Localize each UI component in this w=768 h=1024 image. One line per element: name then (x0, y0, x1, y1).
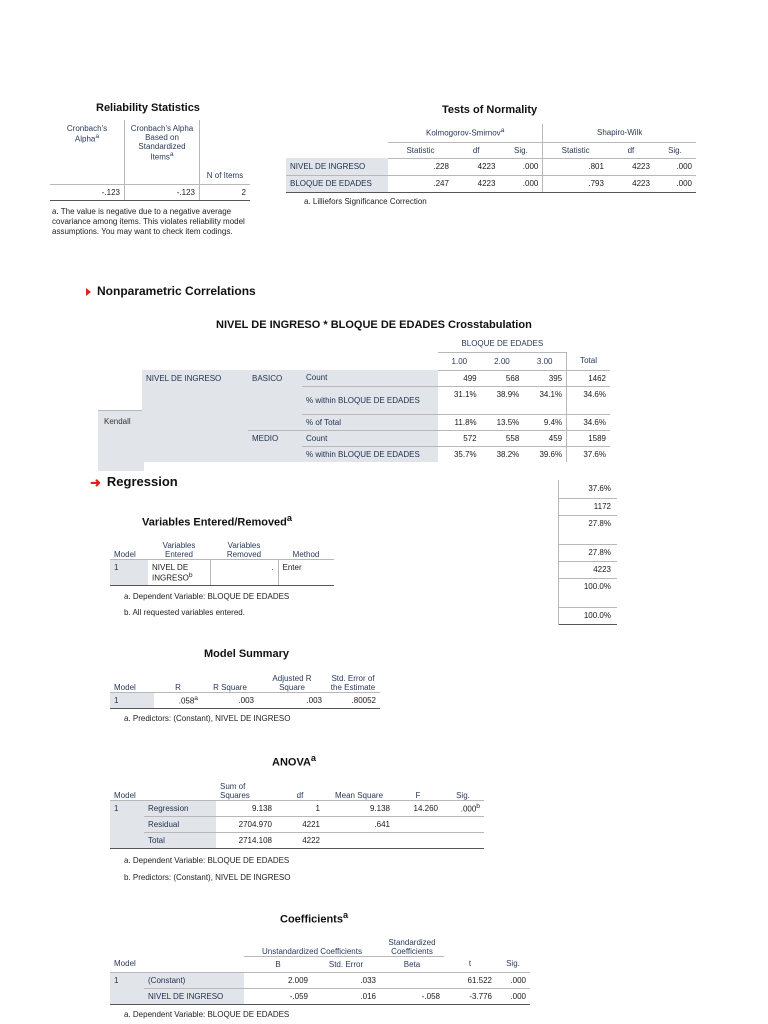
cell: 1 (276, 800, 324, 816)
nonparam-heading[interactable]: Nonparametric Correlations (86, 284, 256, 298)
table-row (286, 175, 696, 192)
col-entered: Variables Entered (148, 531, 210, 559)
normality-sub-df2: df (608, 142, 654, 158)
anova-footnote-a: a. Dependent Variable: BLOQUE DE EDADES (124, 856, 290, 865)
normality-group-sw: Shapiro-Wilk (543, 124, 696, 142)
table-row (142, 370, 610, 386)
cell: 9.138 (216, 800, 276, 816)
varsentered-table (110, 531, 334, 586)
col-sig: Sig. (496, 956, 530, 972)
table-row (110, 816, 484, 832)
coefficients-row-label: NIVEL DE INGRESO (144, 988, 244, 1004)
cell: 2714.108 (216, 832, 276, 848)
varsentered-footnote-b: b. All requested variables entered. (124, 608, 245, 617)
anova-row-label: Regression (144, 800, 216, 816)
col-std-error: Std. Error of the Estimate (326, 666, 380, 692)
cell: 1172 (559, 499, 617, 516)
coefficients-table (110, 930, 530, 1005)
col-model: Model (110, 531, 148, 559)
anova-table (110, 772, 484, 849)
modelsummary-title: Model Summary (204, 648, 289, 660)
crosstab-stat: % within BLOQUE DE EDADES (302, 446, 438, 462)
coefficients-group-unstd: Unstandardized Coefficients (244, 930, 380, 956)
col-model: Model (110, 772, 144, 800)
cell: .003 (258, 692, 326, 708)
cell: 34.6% (567, 386, 610, 414)
table-row (286, 158, 696, 175)
cell: -3.776 (444, 988, 496, 1004)
regression-heading[interactable]: ➜ Regression (90, 474, 178, 490)
cell: 4222 (276, 832, 324, 848)
col-b: B (244, 956, 312, 972)
col-beta: Beta (380, 956, 444, 972)
normality-table (286, 124, 696, 193)
normality-footnote: a. Lilliefors Significance Correction (304, 197, 427, 206)
crosstab-col: 2.00 (481, 352, 524, 370)
cell: 31.1% (438, 386, 481, 414)
normality-sub-df: df (453, 142, 500, 158)
col-adj-rsquare: Adjusted R Square (258, 666, 326, 692)
cell: 459 (523, 430, 566, 446)
col-t: t (444, 956, 496, 972)
table-row (142, 414, 610, 430)
table-row (110, 559, 334, 585)
cell: .000 (496, 988, 530, 1004)
anova-footnote-b: b. Predictors: (Constant), NIVEL DE INGRESO (124, 873, 291, 882)
cell: 1462 (567, 370, 610, 386)
col-rsquare: R Square (202, 666, 258, 692)
normality-title: Tests of Normality (442, 104, 538, 116)
table-row (110, 692, 380, 708)
cell: 13.5% (481, 414, 524, 430)
cell: .801 (543, 158, 608, 175)
cell: 1 (110, 800, 144, 816)
cell: 35.7% (438, 446, 481, 462)
col-std-error: Std. Error (312, 956, 380, 972)
crosstab-total-header: Total (567, 352, 610, 370)
col-model: Model (110, 956, 144, 972)
table-row (142, 446, 610, 462)
cell: .000 (496, 972, 530, 988)
coefficients-title: Coefficients$^a$ (280, 910, 349, 926)
anova-row-label: Total (144, 832, 216, 848)
cell (380, 972, 444, 988)
cell: 1 (110, 559, 148, 585)
col-method: Method (278, 531, 334, 559)
reliability-footnote: a. The value is negative due to a negative average covariance among items. This violates reliability model assumptions. You may want to check item codings. (52, 207, 245, 236)
reliability-alpha-std-value: -.123 (125, 184, 200, 200)
normality-group-ks: Kolmogorov-Smirnov$^a$ (388, 124, 543, 142)
crosstab-stat: % of Total (302, 414, 438, 430)
table-row (110, 832, 484, 848)
cell: 34.1% (523, 386, 566, 414)
crosstab-total-continuation (558, 480, 617, 625)
cell: 9.4% (523, 414, 566, 430)
cell: 37.6% (567, 446, 610, 462)
crosstab-col: 1.00 (438, 352, 481, 370)
anova-row-label: Residual (144, 816, 216, 832)
cell (394, 832, 442, 848)
crosstab-stat: % within BLOQUE DE EDADES (302, 386, 438, 414)
cell (324, 832, 394, 848)
crosstab-col-group: BLOQUE DE EDADES (438, 336, 567, 352)
cell: .003 (202, 692, 258, 708)
crosstab-group: MEDIO (248, 430, 302, 446)
cell: 38.2% (481, 446, 524, 462)
kendall-label: Kendall (104, 417, 131, 426)
anova-title: ANOVA$^a$ (272, 753, 317, 769)
cell: 11.8% (438, 414, 481, 430)
cell: 568 (481, 370, 524, 386)
cell: 4223 (608, 175, 654, 192)
cell: 38.9% (481, 386, 524, 414)
cell: .058$^a$ (154, 692, 202, 708)
crosstab-table (142, 336, 610, 462)
cell: 27.8% (559, 545, 617, 562)
cell: 4221 (276, 816, 324, 832)
modelsummary-table (110, 666, 380, 709)
col-r: R (154, 666, 202, 692)
cell: 100.0% (559, 608, 617, 625)
modelsummary-footnote: a. Predictors: (Constant), NIVEL DE INGRESO (124, 714, 291, 723)
cell: 37.6% (559, 480, 617, 499)
cell (394, 816, 442, 832)
coefficients-row-label: (Constant) (144, 972, 244, 988)
col-sum-squares: Sum of Squares (216, 772, 276, 800)
cell: 572 (438, 430, 481, 446)
normality-row-label: NIVEL DE INGRESO (286, 158, 388, 175)
cell: 4223 (608, 158, 654, 175)
table-row (110, 972, 530, 988)
cell: 39.6% (523, 446, 566, 462)
normality-row-label: BLOQUE DE EDADES (286, 175, 388, 192)
cell: 27.8% (559, 516, 617, 545)
cell: 558 (481, 430, 524, 446)
cell: 4223 (453, 175, 500, 192)
normality-sub-sig2: Sig. (654, 142, 696, 158)
crosstab-row-var: NIVEL DE INGRESO (142, 370, 248, 386)
arrow-right-icon: ➜ (90, 474, 101, 490)
cell: NIVEL DE INGRESO$^b$ (148, 559, 210, 585)
reliability-alpha-value: -.123 (50, 184, 125, 200)
cell: 100.0% (559, 579, 617, 608)
caret-right-icon (86, 288, 91, 296)
coefficients-group-std: Standardized Coefficients (380, 930, 444, 956)
col-sig: Sig. (442, 772, 484, 800)
table-row (142, 386, 610, 414)
cell: .793 (543, 175, 608, 192)
cell: 1 (110, 972, 144, 988)
cell: 1 (110, 692, 154, 708)
crosstab-col: 3.00 (523, 352, 566, 370)
cell: .000 (654, 175, 696, 192)
col-df: df (276, 772, 324, 800)
cell: 499 (438, 370, 481, 386)
table-row (110, 800, 484, 816)
kendall-hidden-panel (98, 410, 144, 471)
cell: 14.260 (394, 800, 442, 816)
cell: 61.522 (444, 972, 496, 988)
crosstab-title: NIVEL DE INGRESO * BLOQUE DE EDADES Crosstabulation (216, 319, 532, 331)
varsentered-title: Variables Entered/Removed$^a$ (142, 513, 292, 529)
varsentered-footnote-a: a. Dependent Variable: BLOQUE DE EDADES (124, 592, 290, 601)
cell: Enter (278, 559, 334, 585)
normality-sub-stat2: Statistic (543, 142, 608, 158)
cell: .80052 (326, 692, 380, 708)
col-removed: Variables Removed (210, 531, 278, 559)
col-model: Model (110, 666, 154, 692)
cell (442, 816, 484, 832)
reliability-col-alpha: Cronbach's Alpha$^a$ (50, 120, 125, 184)
crosstab-stat: Count (302, 370, 438, 386)
cell: 4223 (559, 562, 617, 579)
cell: . (210, 559, 278, 585)
cell: -.058 (380, 988, 444, 1004)
crosstab-stat: Count (302, 430, 438, 446)
cell: .228 (388, 158, 453, 175)
cell: .641 (324, 816, 394, 832)
col-f: F (394, 772, 442, 800)
cell: .000 (499, 158, 542, 175)
normality-sub-stat: Statistic (388, 142, 453, 158)
normality-sub-sig: Sig. (499, 142, 542, 158)
cell: 395 (523, 370, 566, 386)
cell: .033 (312, 972, 380, 988)
reliability-title: Reliability Statistics (96, 102, 200, 114)
crosstab-group: BASICO (248, 370, 302, 386)
cell: 2.009 (244, 972, 312, 988)
cell: -.059 (244, 988, 312, 1004)
cell: 1589 (567, 430, 610, 446)
table-row (142, 430, 610, 446)
reliability-col-nitems: N of Items (200, 120, 251, 184)
table-row (110, 988, 530, 1004)
col-mean-square: Mean Square (324, 772, 394, 800)
reliability-col-alpha-std: Cronbach's Alpha Based on Standardized Items$^a$ (125, 120, 200, 184)
cell: 2704.970 (216, 816, 276, 832)
cell: 34.6% (567, 414, 610, 430)
cell: .000 (654, 158, 696, 175)
coefficients-footnote: a. Dependent Variable: BLOQUE DE EDADES (124, 1010, 290, 1019)
cell (442, 832, 484, 848)
cell: .016 (312, 988, 380, 1004)
cell: 9.138 (324, 800, 394, 816)
reliability-table (50, 120, 250, 201)
reliability-nitems-value: 2 (200, 184, 251, 200)
cell: 4223 (453, 158, 500, 175)
cell: .247 (388, 175, 453, 192)
cell: .000 (499, 175, 542, 192)
cell: .000$^b$ (442, 800, 484, 816)
